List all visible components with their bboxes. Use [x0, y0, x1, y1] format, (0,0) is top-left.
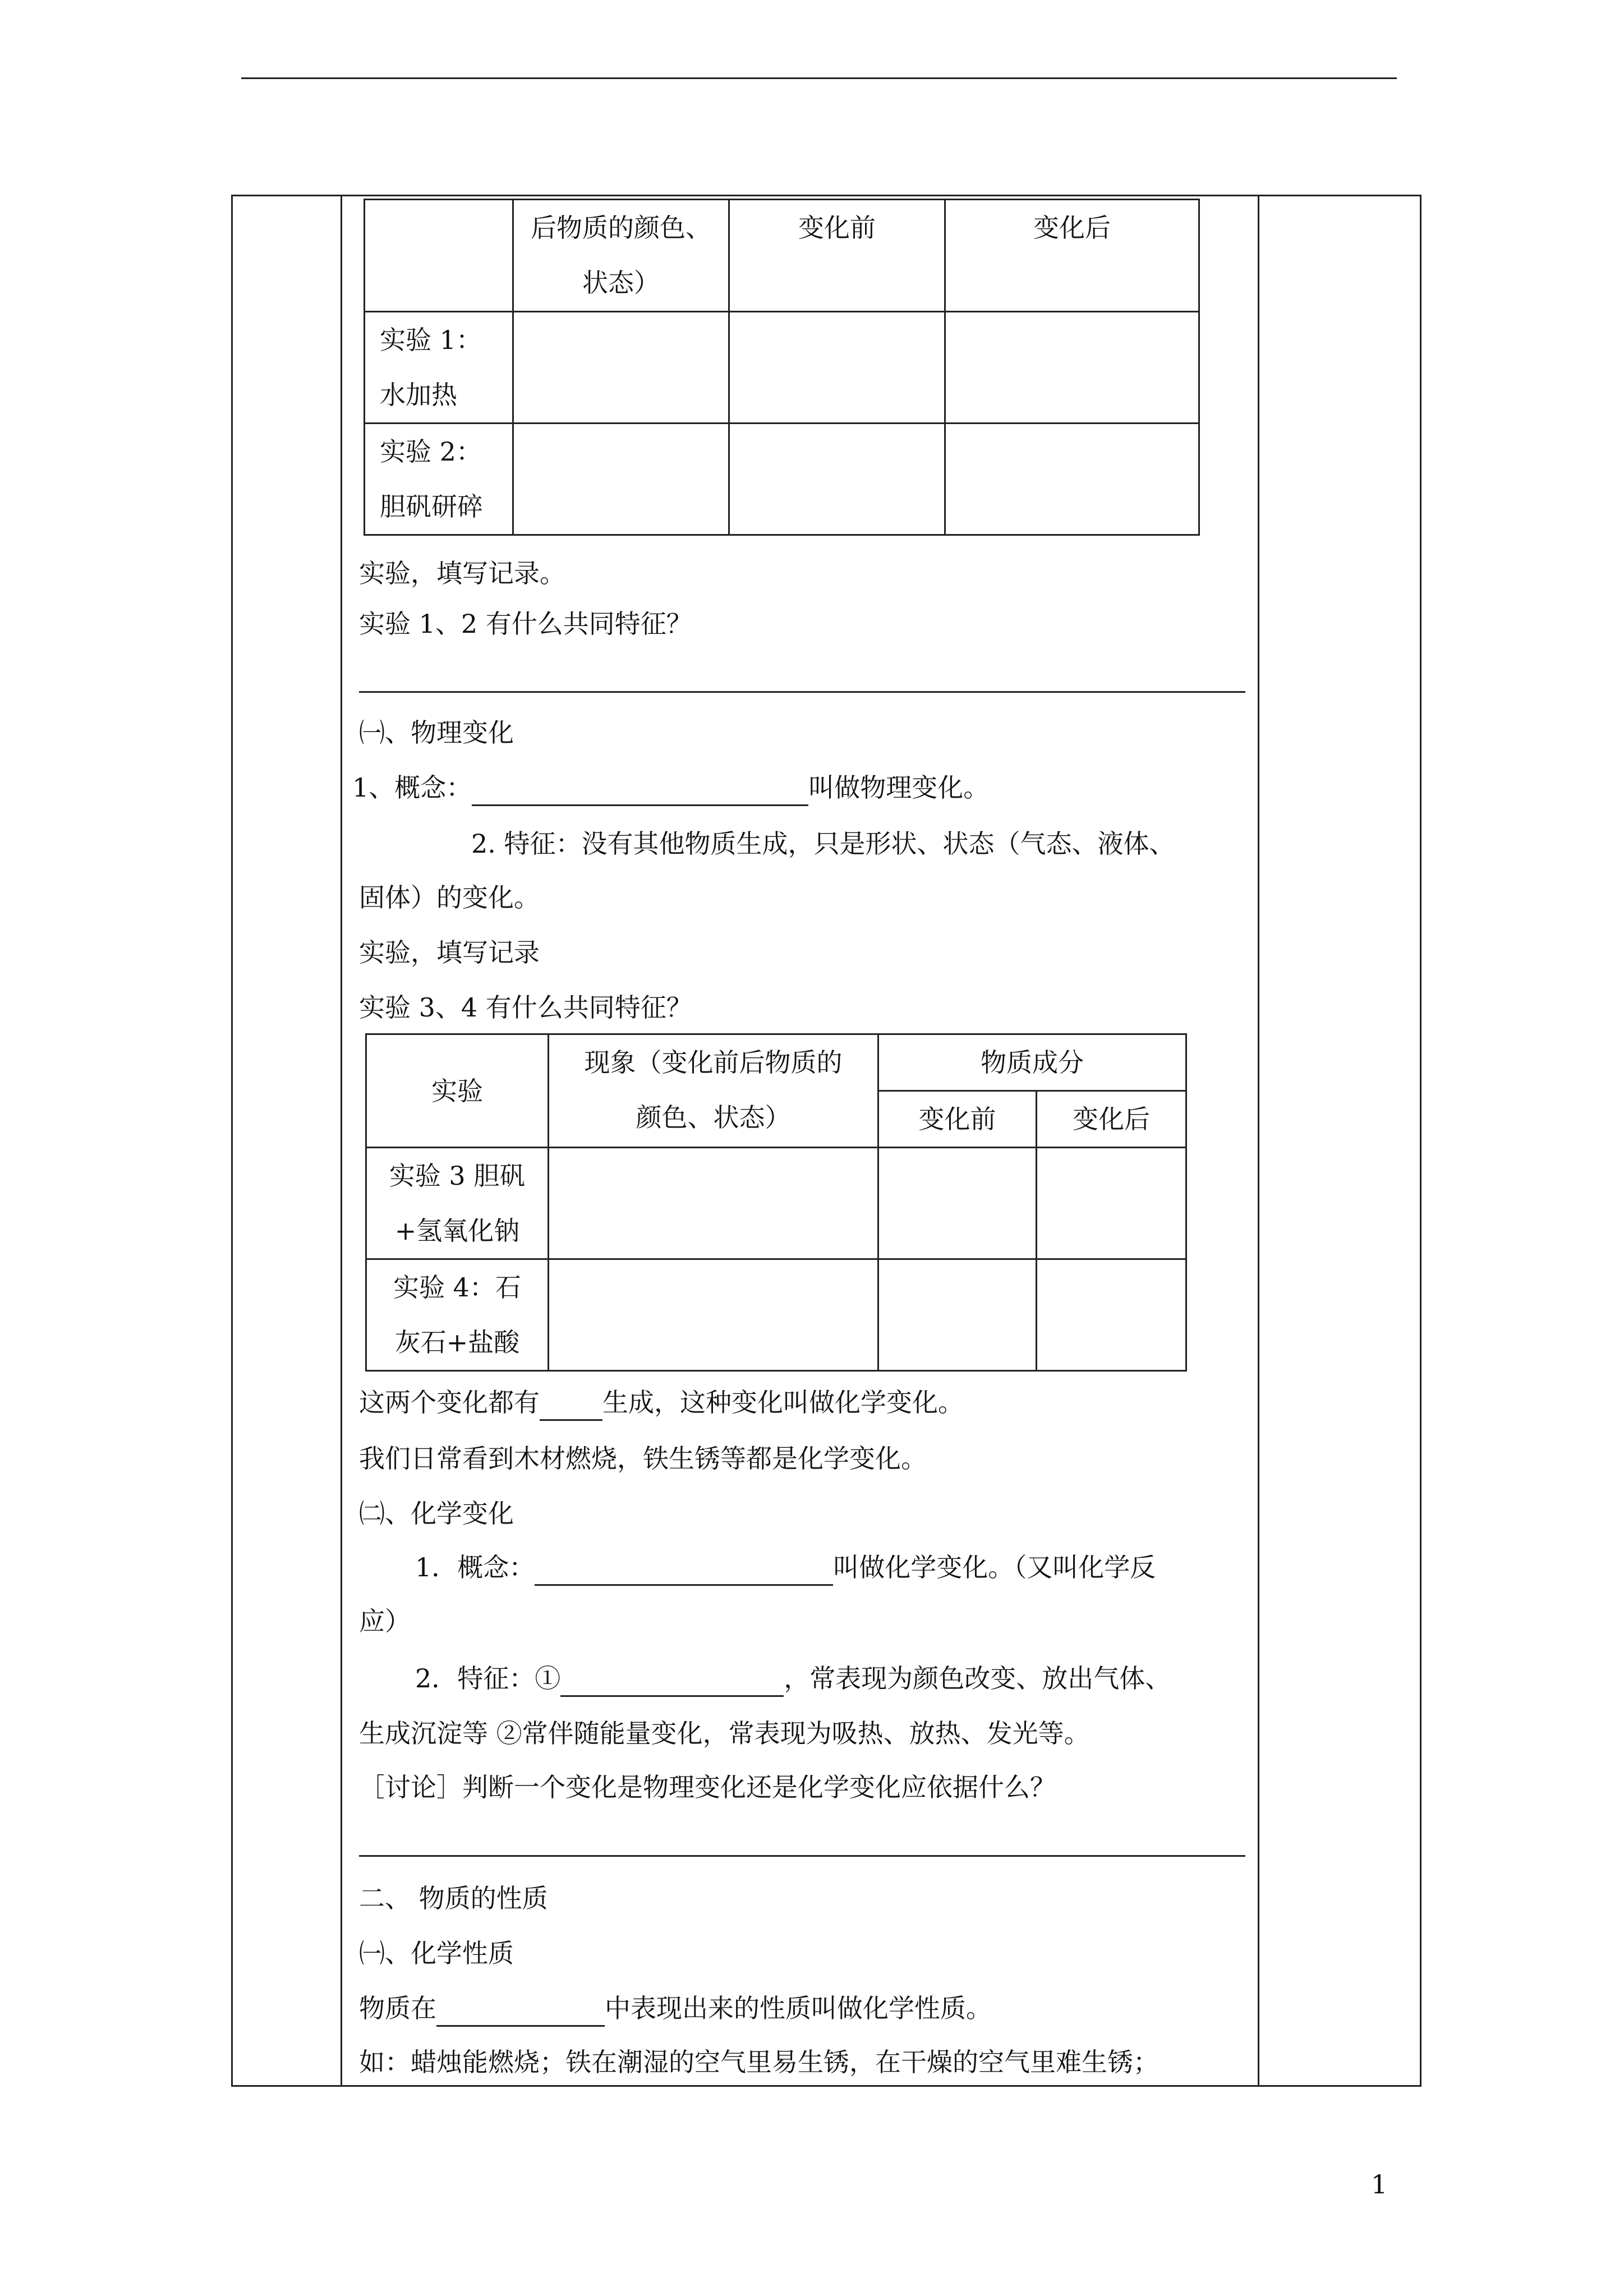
- table-row: [366, 1034, 1186, 1091]
- fill-blank[interactable]: [472, 771, 808, 806]
- table2-header-before: 变化前: [878, 1091, 1037, 1148]
- table-cell[interactable]: [729, 312, 945, 424]
- header-rule: [241, 77, 1397, 79]
- example-text: 我们日常看到木材燃烧，铁生锈等都是化学变化。: [359, 1443, 927, 1474]
- table2-row-label: 实验 3 胆矾 +氢氧化钠: [366, 1148, 549, 1259]
- chemical-change-concept: 1．概念： 叫做化学变化。（又叫化学反: [415, 1550, 1156, 1586]
- table-cell[interactable]: [513, 312, 729, 424]
- table1-row-label: 实验 2： 胆矾研碎: [365, 424, 513, 535]
- page-number: 1: [1371, 2169, 1388, 2200]
- chemical-change-intro: 这两个变化都有 生成，这种变化叫做化学变化。: [359, 1386, 964, 1421]
- table1-header-before: 变化前: [729, 200, 945, 312]
- table2-header-phenomenon: 现象（变化前后物质的 颜色、状态）: [549, 1034, 878, 1148]
- table-cell[interactable]: [1037, 1259, 1186, 1371]
- table2-row-label: 实验 4：石 灰石+盐酸: [366, 1259, 549, 1371]
- table2-header-after: 变化后: [1037, 1091, 1186, 1148]
- fill-blank[interactable]: [436, 1991, 605, 2027]
- question-text: 实验 1、2 有什么共同特征？: [359, 609, 692, 639]
- chemical-change-heading: ㈡、化学变化: [359, 1498, 514, 1529]
- chemical-change-feature: 2．特征：① ，常表现为颜色改变、放出气体、: [415, 1662, 1171, 1697]
- table-cell[interactable]: [945, 424, 1199, 535]
- answer-line[interactable]: [359, 1855, 1245, 1857]
- table-row: [365, 312, 1199, 424]
- observation-table-2: [365, 1033, 1187, 1372]
- example-text: 如：蜡烛能燃烧；铁在潮湿的空气里易生锈，在干燥的空气里难生锈；: [359, 2047, 1159, 2077]
- outer-table-divider-left: [341, 195, 342, 2087]
- physical-change-feature: 2. 特征：没有其他物质生成，只是形状、状态（气态、液体、: [471, 829, 1175, 859]
- fill-blank[interactable]: [560, 1662, 784, 1697]
- table-cell[interactable]: [549, 1259, 878, 1371]
- table1-header-blank: [365, 200, 513, 312]
- section-heading-properties: 二、 物质的性质: [359, 1883, 548, 1913]
- table-cell[interactable]: [513, 424, 729, 535]
- physical-change-heading: ㈠、物理变化: [359, 717, 514, 748]
- table-row: [366, 1148, 1186, 1259]
- chemical-property-heading: ㈠、化学性质: [359, 1938, 514, 1968]
- chemical-change-feature-cont: 生成沉淀等 ②常伴随能量变化，常表现为吸热、放热、发光等。: [359, 1718, 1090, 1749]
- fill-blank[interactable]: [535, 1550, 833, 1586]
- table-cell[interactable]: [1037, 1148, 1186, 1259]
- fill-blank[interactable]: [540, 1386, 602, 1421]
- physical-change-feature-cont: 固体）的变化。: [359, 882, 540, 913]
- table-cell[interactable]: [945, 312, 1199, 424]
- table-cell[interactable]: [549, 1148, 878, 1259]
- table1-header-after: 变化后: [945, 200, 1199, 312]
- outer-table-divider-right: [1258, 195, 1259, 2087]
- table1-header-phenomenon: 后物质的颜色、 状态）: [513, 200, 729, 312]
- observation-table-1: [364, 199, 1200, 536]
- chemical-property-definition: 物质在 中表现出来的性质叫做化学性质。: [359, 1991, 992, 2027]
- table-row: [365, 200, 1199, 312]
- table1-row-label: 实验 1： 水加热: [365, 312, 513, 424]
- table-cell[interactable]: [878, 1259, 1037, 1371]
- chemical-change-concept-cont: 应）: [359, 1606, 411, 1636]
- question-text: 实验 3、4 有什么共同特征？: [359, 992, 692, 1023]
- table2-header-experiment: 实验: [366, 1034, 549, 1148]
- discussion-question: ［讨论］判断一个变化是物理变化还是化学变化应依据什么？: [359, 1772, 1056, 1802]
- table-cell[interactable]: [729, 424, 945, 535]
- table2-header-composition: 物质成分: [878, 1034, 1186, 1091]
- physical-change-concept: 1、概念： 叫做物理变化。: [352, 771, 989, 806]
- answer-line[interactable]: [359, 691, 1245, 693]
- instruction-text: 实验，填写记录: [359, 937, 540, 968]
- table-cell[interactable]: [878, 1148, 1037, 1259]
- table-row: [365, 424, 1199, 535]
- instruction-text: 实验，填写记录。: [359, 558, 565, 588]
- table-row: [366, 1259, 1186, 1371]
